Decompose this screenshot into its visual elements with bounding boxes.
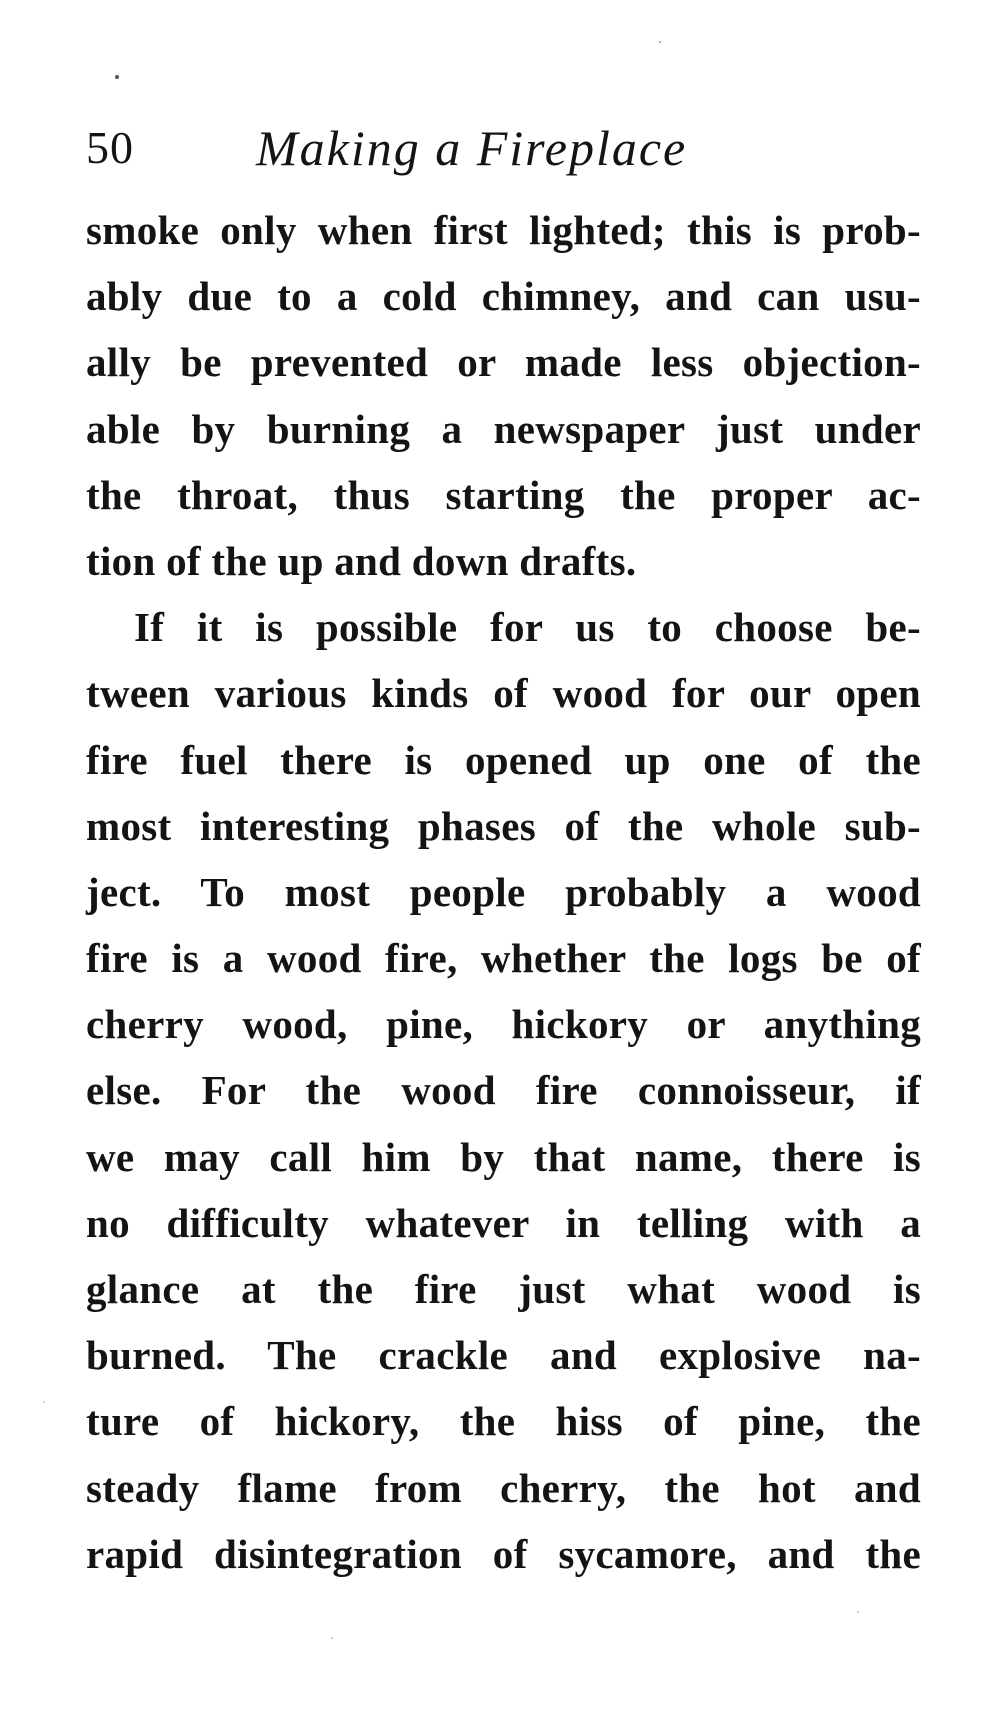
text-line: smoke only when first lighted; this is prob- (86, 207, 921, 253)
paragraph-2 (86, 594, 921, 1587)
text-line: tion of the up and down drafts. (86, 537, 637, 584)
text-line: most interesting phases of the whole sub- (86, 802, 921, 849)
text-line: rapid disintegration of sycamore, and the (86, 1530, 921, 1577)
body-text (86, 197, 921, 1587)
text-line: the throat, thus starting the proper ac- (86, 471, 921, 518)
text-line: else. For the wood fire connoisseur, if (86, 1067, 921, 1114)
text-line: burned. The crackle and explosive na- (86, 1332, 921, 1379)
text-line: cherry wood, pine, hickory or anything (86, 1001, 921, 1048)
text-line: ject. To most people probably a wood (86, 868, 921, 915)
text-line: fire fuel there is opened up one of the (86, 736, 921, 783)
paragraph-1 (86, 197, 921, 594)
page-header (86, 112, 926, 184)
running-title: Making a Fireplace (256, 120, 688, 176)
text-line: If it is possible for us to choose be- (134, 604, 921, 651)
text-line: ably due to a cold chimney, and can usu- (86, 273, 921, 320)
text-line: glance at the fire just what wood is (86, 1266, 921, 1312)
page-number: 50 (86, 122, 134, 173)
text-line: tween various kinds of wood for our open (86, 670, 921, 717)
text-line: fire is a wood fire, whether the logs be of (86, 935, 921, 982)
text-line: ally be prevented or made less objection- (86, 339, 921, 386)
text-line: no difficulty whatever in telling with a (86, 1199, 921, 1246)
text-line: ture of hickory, the hiss of pine, the (86, 1398, 921, 1445)
text-line: steady flame from cherry, the hot and (86, 1464, 921, 1511)
text-line: we may call him by that name, there is (86, 1133, 921, 1180)
text-line: able by burning a newspaper just under (86, 405, 921, 452)
